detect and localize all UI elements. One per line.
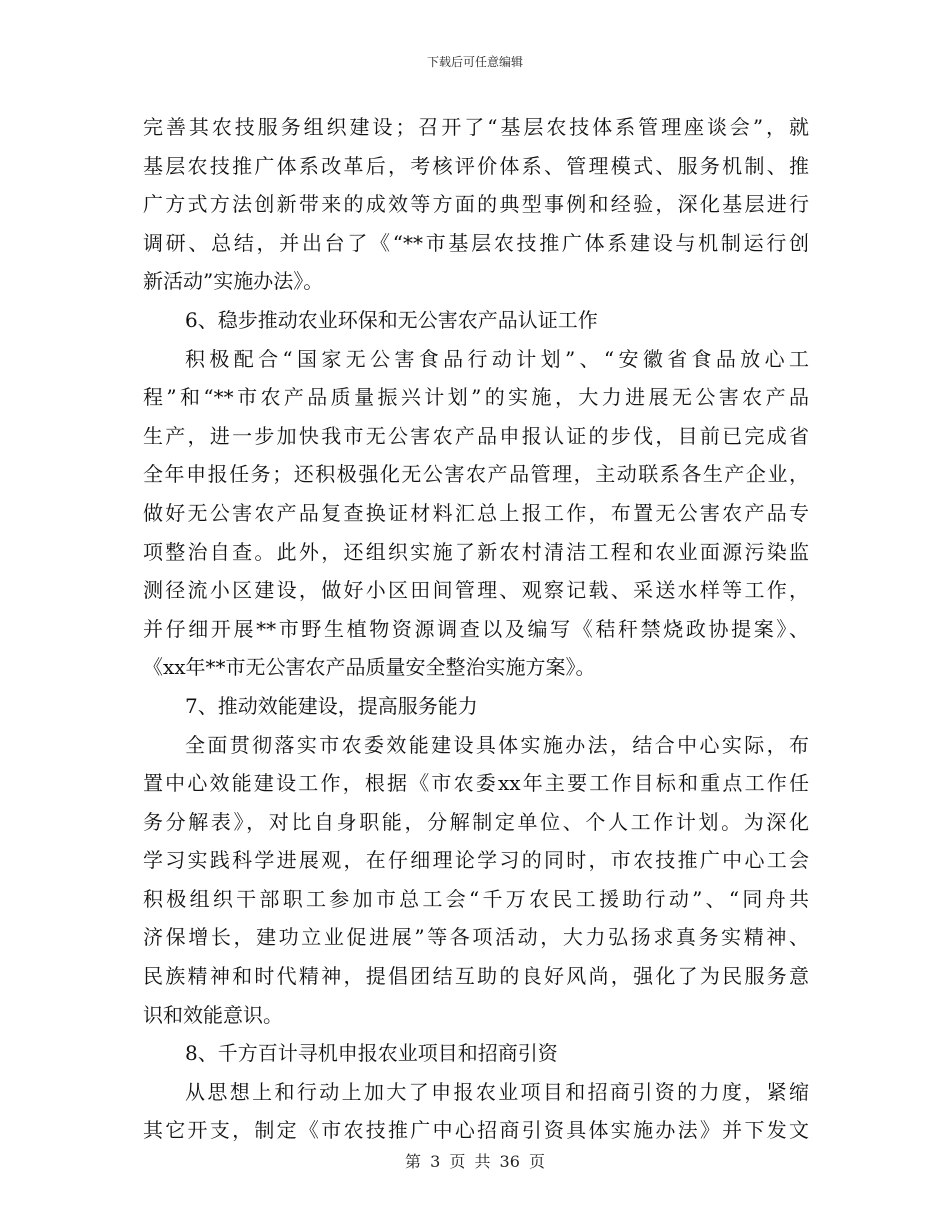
text-line: 做好无公害农产品复查换证材料汇总上报工作，布置无公害农产品专 — [143, 500, 809, 525]
text-line: 全年申报任务；还积极强化无公害农产品管理，主动联系各生产企业， — [143, 462, 809, 487]
text-line: 新活动”实施办法》。 — [143, 269, 324, 294]
text-line: 《xx年**市无公害农产品质量安全整治实施方案》。 — [143, 655, 596, 680]
text-line: 并仔细开展**市野生植物资源调查以及编写《秸秆禁烧政协提案》、 — [143, 616, 809, 641]
text-line: 务分解表》，对比自身职能，分解制定单位、个人工作计划。为深化 — [143, 809, 809, 834]
text-line: 项整治自查。此外，还组织实施了新农村清洁工程和农业面源污染监 — [143, 539, 809, 564]
text-line: 积极组织干部职工参加市总工会“千万农民工援助行动”、“同舟共 — [143, 886, 809, 911]
text-line: 基层农技推广体系改革后，考核评价体系、管理模式、服务机制、推 — [143, 153, 809, 178]
text-line: 全面贯彻落实市农委效能建设具体实施办法，结合中心实际，布 — [185, 732, 809, 757]
text-line: 其它开支，制定《市农技推广中心招商引资具体实施办法》并下发文 — [143, 1118, 809, 1143]
page-header: 下载后可任意编辑 — [426, 55, 523, 69]
text-line: 从思想上和行动上加大了申报农业项目和招商引资的力度，紧缩 — [185, 1079, 809, 1104]
text-line: 识和效能意识。 — [143, 1002, 283, 1027]
text-line: 广方式方法创新带来的成效等方面的典型事例和经验，深化基层进行 — [143, 192, 809, 217]
text-line: 完善其农技服务组织建设；召开了“基层农技体系管理座谈会”，就 — [143, 115, 809, 139]
section-heading: 8、千方百计寻机申报农业项目和招商引资 — [185, 1041, 558, 1066]
text-line: 置中心效能建设工作，根据《市农委xx年主要工作目标和重点工作任 — [143, 771, 809, 796]
text-line: 测径流小区建设，做好小区田间管理、观察记载、采送水样等工作， — [143, 578, 809, 603]
page-footer: 第 3 页 共 36 页 — [405, 1152, 545, 1171]
text-line: 学习实践科学进展观，在仔细理论学习的同时，市农技推广中心工会 — [143, 848, 809, 873]
text-line: 济保增长，建功立业促进展”等各项活动，大力弘扬求真务实精神、 — [143, 925, 809, 950]
text-line: 积极配合“国家无公害食品行动计划”、“安徽省食品放心工 — [185, 346, 809, 371]
section-heading: 7、推动效能建设，提高服务能力 — [185, 693, 478, 718]
section-heading: 6、稳步推动农业环保和无公害农产品认证工作 — [185, 307, 598, 332]
text-line: 生产，进一步加快我市无公害农产品申报认证的步伐，目前已完成省 — [143, 423, 809, 448]
text-line: 调研、总结，并出台了《“**市基层农技推广体系建设与机制运行创 — [143, 230, 809, 255]
document-body — [143, 108, 809, 1150]
text-line: 民族精神和时代精神，提倡团结互助的良好风尚，强化了为民服务意 — [143, 964, 809, 989]
text-line: 程”和“**市农产品质量振兴计划”的实施，大力进展无公害农产品 — [143, 385, 809, 410]
